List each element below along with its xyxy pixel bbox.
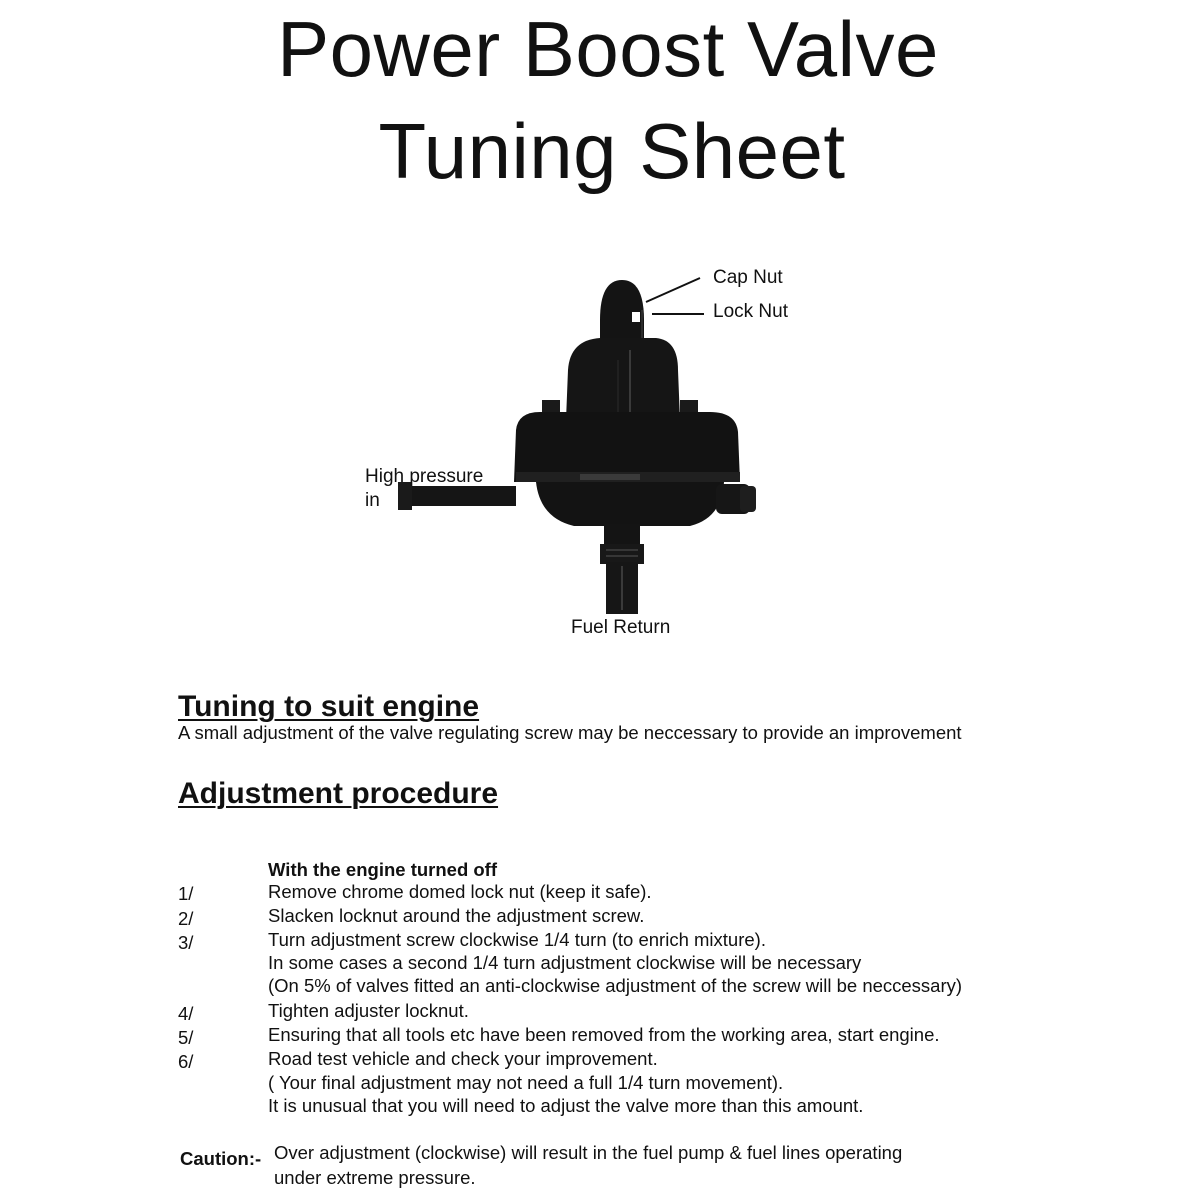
tuning-heading: Tuning to suit engine <box>178 690 480 723</box>
high-pressure-label: High pressure <box>365 466 484 487</box>
procedure-heading: Adjustment procedure <box>178 777 499 810</box>
step-text: Turn adjustment screw clockwise 1/4 turn (to enrich mixture). <box>268 929 766 950</box>
caution-text-line-2: under extreme pressure. <box>274 1167 476 1188</box>
cap-nut-label: Cap Nut <box>713 267 783 288</box>
caution-text-line-1: Over adjustment (clockwise) will result in the fuel pump & fuel lines operating <box>274 1142 903 1163</box>
page-title-line-2: Tuning Sheet <box>378 107 846 195</box>
caution-label: Caution:- <box>180 1148 262 1169</box>
fuel-return-label: Fuel Return <box>571 617 671 638</box>
step-text: Remove chrome domed lock nut (keep it safe). <box>268 881 652 902</box>
step-text: Road test vehicle and check your improvement. <box>268 1048 658 1069</box>
step-text: In some cases a second 1/4 turn adjustment clockwise will be necessary <box>268 952 862 973</box>
high-pressure-label-in: in <box>365 490 380 511</box>
tuning-text: A small adjustment of the valve regulating screw may be neccessary to provide an improvement <box>178 722 962 743</box>
step-number: 2/ <box>178 908 194 929</box>
step-number: 1/ <box>178 883 194 904</box>
step-text: Slacken locknut around the adjustment screw. <box>268 905 645 926</box>
step-text: Tighten adjuster locknut. <box>268 1000 469 1021</box>
step-number: 5/ <box>178 1027 194 1048</box>
step-text: (On 5% of valves fitted an anti-clockwise adjustment of the screw will be neccessary) <box>268 975 963 996</box>
step-number: 4/ <box>178 1003 194 1024</box>
lock-nut-label: Lock Nut <box>713 301 788 322</box>
step-number: 6/ <box>178 1051 194 1072</box>
procedure-subheading: With the engine turned off <box>268 859 498 880</box>
page-title-line-1: Power Boost Valve <box>277 5 939 93</box>
step-number: 3/ <box>178 932 194 953</box>
step-text: It is unusual that you will need to adjust the valve more than this amount. <box>268 1095 864 1116</box>
step-text: Ensuring that all tools etc have been removed from the working area, start engine. <box>268 1024 940 1045</box>
step-text: ( Your final adjustment may not need a full 1/4 turn movement). <box>268 1072 784 1093</box>
